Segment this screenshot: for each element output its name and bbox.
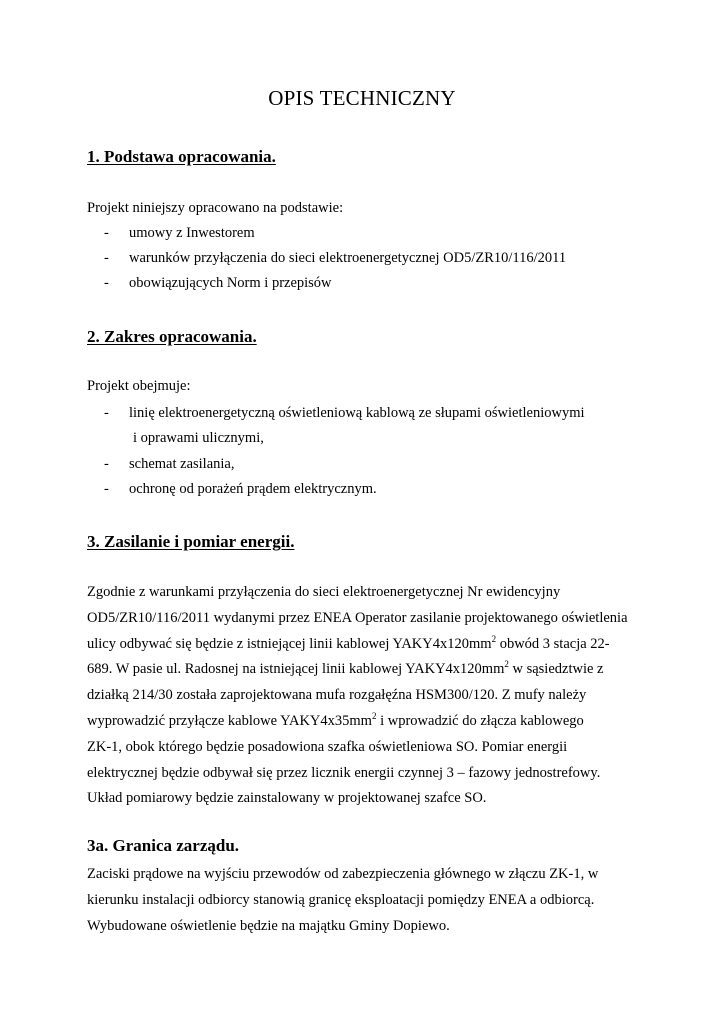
section-2-item: ochronę od porażeń prądem elektrycznym.	[129, 481, 377, 497]
section-1-item: obowiązujących Norm i przepisów	[129, 275, 332, 291]
section-2-heading: 2. Zakres opracowania.	[87, 327, 257, 346]
section-2-item: schemat zasilania,	[129, 456, 235, 472]
section-2-intro: Projekt obejmuje:	[87, 378, 191, 394]
section-1-item: umowy z Inwestorem	[129, 225, 255, 241]
paragraph-line: 689. W pasie ul. Radosnej na istniejącej linii kablowej $YAKY4x120mm^2$ w sąsiedztwie z	[87, 659, 604, 678]
section-3a-heading: 3a. Granica zarządu.	[87, 836, 240, 855]
section-3-paragraph	[87, 580, 647, 812]
section-1-item: warunków przyłączenia do sieci elektroenergetycznej OD5/ZR10/116/2011	[129, 250, 567, 266]
paragraph-line: Zaciski prądowe na wyjściu przewodów od zabezpieczenia głównego w złączu ZK-1, w	[87, 866, 599, 882]
section-1-intro: Projekt niniejszy opracowano na podstawie:	[87, 200, 344, 216]
paragraph-line: ulicy odbywać się będzie z istniejącej linii kablowej $YAKY4x120mm^2$ obwód 3 stacja 22-	[87, 633, 610, 652]
paragraph-line: wyprowadzić przyłącze kablowe $YAKY4x35mm^2$ i wprowadzić do złącza kablowego	[87, 711, 584, 729]
section-3-heading: 3. Zasilanie i pomiar energii.	[87, 532, 295, 551]
document-title: OPIS TECHNICZNY	[268, 86, 456, 110]
bullet-dash: -	[104, 275, 109, 291]
bullet-dash: -	[104, 481, 109, 497]
section-3a-paragraph	[87, 862, 647, 939]
paragraph-line: ZK-1, obok którego będzie posadowiona szafka oświetleniowa SO. Pomiar energii	[87, 738, 568, 755]
section-2-item-continuation: i oprawami ulicznymi,	[133, 430, 264, 446]
bullet-dash: -	[104, 250, 109, 266]
paragraph-line: Wybudowane oświetlenie będzie na majątku Gminy Dopiewo.	[87, 917, 450, 934]
paragraph-line: działką 214/30 została zaprojektowana mufa rozgałęźna HSM300/120. Z mufy należy	[87, 687, 587, 704]
section-2-item: linię elektroenergetyczną oświetleniową kablową ze słupami oświetleniowymi	[129, 405, 585, 421]
section-1-heading: 1. Podstawa opracowania.	[87, 147, 276, 166]
paragraph-line: elektrycznej będzie odbywał się przez licznik energii czynnej 3 – fazowy jednostrefowy.	[87, 764, 601, 781]
paragraph-line: Zgodnie z warunkami przyłączenia do sieci elektroenergetycznej Nr ewidencyjny	[87, 584, 561, 600]
bullet-dash: -	[104, 405, 109, 421]
paragraph-line: kierunku instalacji odbiorcy stanowią granicę eksploatacji pomiędzy ENEA a odbiorcą.	[87, 891, 595, 908]
paragraph-line: Układ pomiarowy będzie zainstalowany w projektowanej szafce SO.	[87, 790, 487, 807]
paragraph-line: OD5/ZR10/116/2011 wydanymi przez ENEA Operator zasilanie projektowanego oświetlenia	[87, 609, 628, 626]
bullet-dash: -	[104, 225, 109, 241]
bullet-dash: -	[104, 456, 109, 472]
